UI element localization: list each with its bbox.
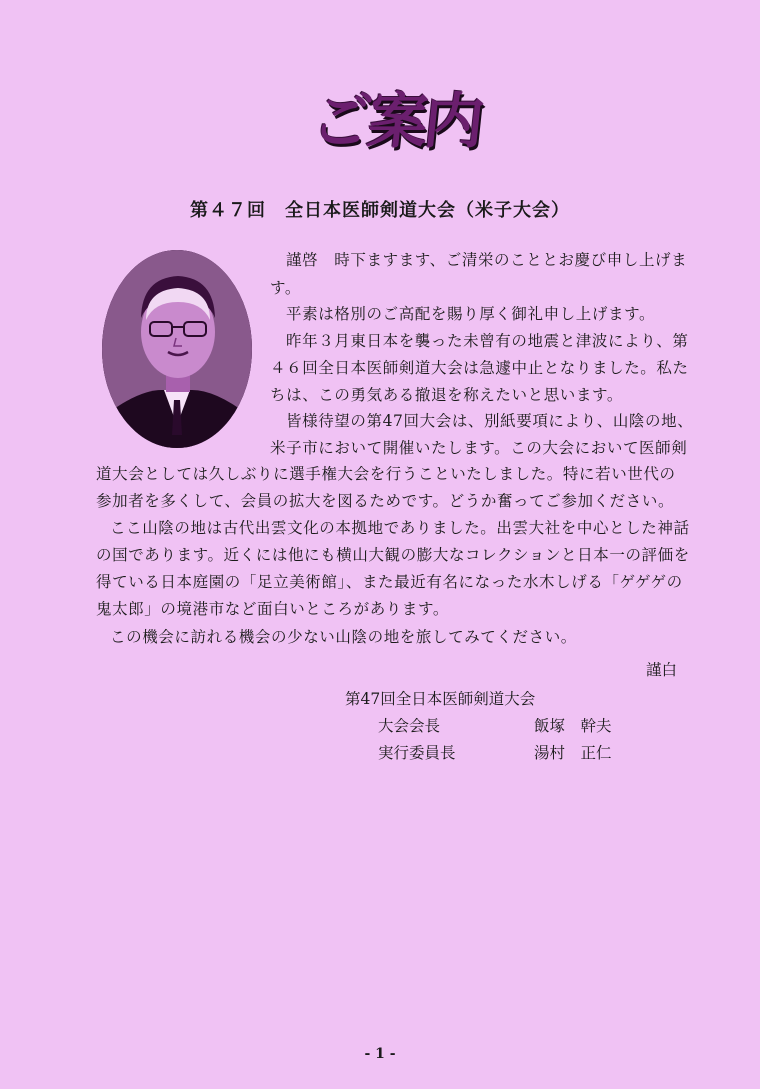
- signatory-role: 実行委員長: [378, 744, 456, 762]
- body-line: 得ている日本庭園の「足立美術館」、また最近有名になった水木しげる「ゲゲゲの: [96, 573, 683, 591]
- signatory-name: 湯村 正仁: [534, 744, 612, 762]
- page-number: - 1 -: [364, 1046, 396, 1062]
- body-line: す。: [270, 279, 301, 297]
- portrait-photo: [102, 250, 252, 448]
- body-line: 昨年３月東日本を襲った未曾有の地震と津波により、第: [286, 332, 689, 350]
- body-line: 謹啓 時下ますます、ご清栄のこととお慶び申し上げま: [286, 251, 688, 269]
- body-line: 参加者を多くして、会員の拡大を図るためです。どうか奮ってご参加ください。: [96, 492, 675, 510]
- portrait-illustration: [102, 250, 252, 448]
- body-line: 鬼太郎」の境港市など面白いところがあります。: [96, 600, 449, 618]
- event-title: 第４７回 全日本医師剣道大会（米子大会）: [190, 200, 570, 221]
- body-line: 平素は格別のご高配を賜り厚く御礼申し上げます。: [286, 305, 656, 323]
- body-line: ちは、この勇気ある撤退を称えたいと思います。: [270, 386, 623, 404]
- organization-name: 第47回全日本医師剣道大会: [345, 690, 536, 708]
- body-line: ４６回全日本医師剣道大会は急遽中止となりました。私た: [270, 359, 689, 377]
- page-title: ご案内: [308, 87, 484, 157]
- body-line: ここ山陰の地は古代出雲文化の本拠地でありました。出雲大社を中心とした神話: [110, 519, 690, 537]
- signatory-name: 飯塚 幹夫: [534, 717, 612, 735]
- body-line: この機会に訪れる機会の少ない山陰の地を旅してみてください。: [110, 628, 577, 646]
- body-line: 米子市において開催いたします。この大会において医師剣: [270, 439, 688, 457]
- closing-salutation: 謹白: [646, 661, 678, 679]
- body-line: 皆様待望の第47回大会は、別紙要項により、山陰の地、: [286, 412, 694, 430]
- signatory-role: 大会会長: [378, 717, 441, 735]
- body-line: 道大会としては久しぶりに選手権大会を行うこといたしました。特に若い世代の: [96, 465, 676, 483]
- body-line: の国であります。近くには他にも横山大観の膨大なコレクションと日本一の評価を: [96, 546, 690, 564]
